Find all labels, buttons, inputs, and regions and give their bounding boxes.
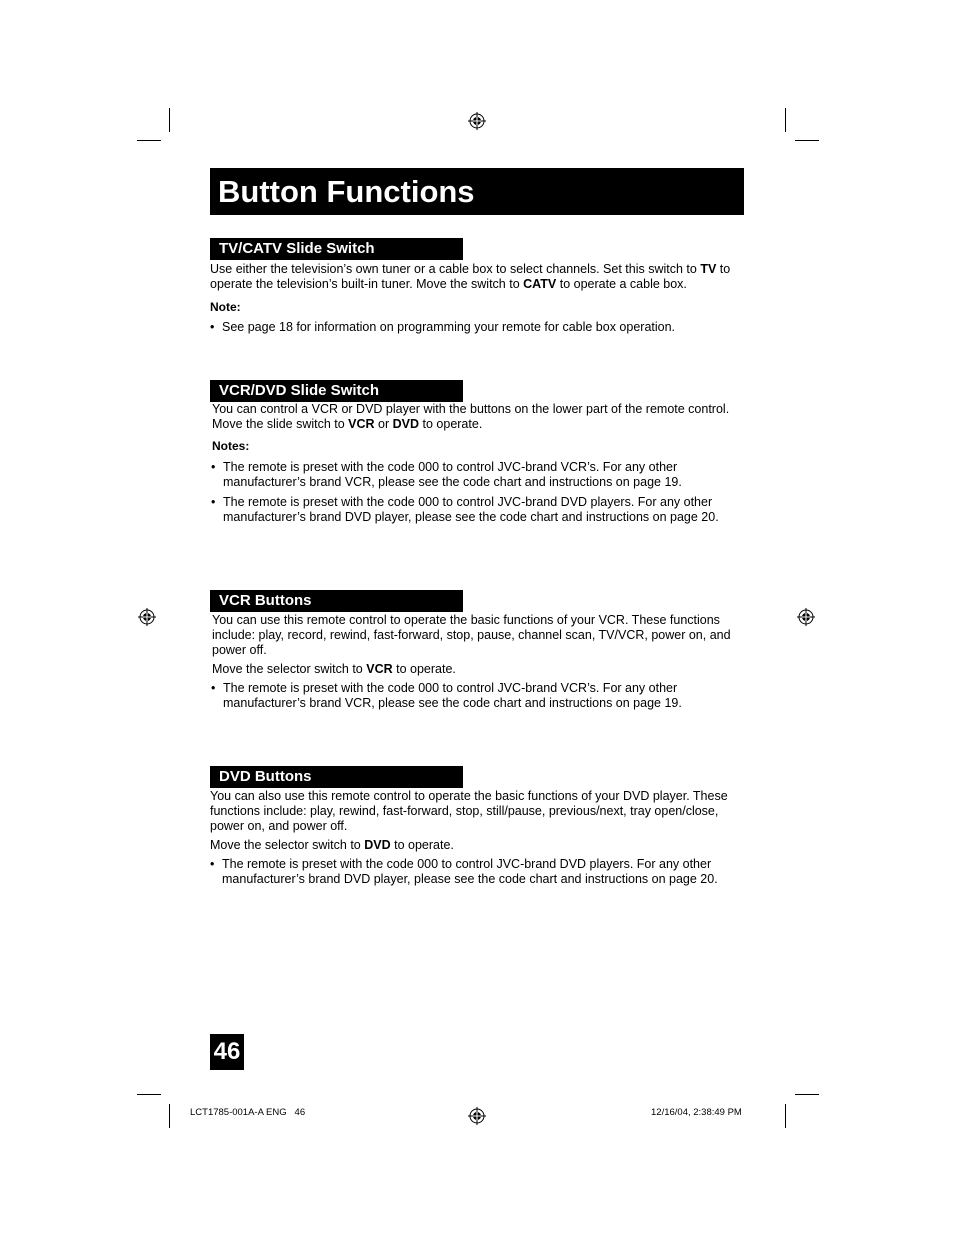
crop-mark <box>169 1104 170 1128</box>
section-paragraph <box>212 402 747 432</box>
text-run: to operate. <box>390 838 454 852</box>
page-number: 46 <box>210 1034 244 1070</box>
bullet-marker: • <box>211 460 216 474</box>
text-run: Move the selector switch to <box>210 838 365 852</box>
text-run: or <box>374 417 393 431</box>
list-item <box>210 857 745 887</box>
registration-mark-icon <box>468 1107 486 1125</box>
bullet-marker: • <box>210 857 215 871</box>
text-run: to operate. <box>392 662 456 676</box>
crop-mark <box>795 140 819 141</box>
bullet-text: See page 18 for information on programming your remote for cable box operation. <box>222 320 676 334</box>
note-label: Note: <box>210 300 241 314</box>
crop-mark <box>137 1094 161 1095</box>
crop-mark <box>795 1094 819 1095</box>
text-run: to operate a cable box. <box>556 277 687 291</box>
section-paragraph: You can use this remote control to operate the basic functions of your VCR. These functions include: play, record, rewind, fast-forward, stop, pause, channel scan, TV/VCR, power on, and power off. <box>212 613 731 657</box>
section-heading-tvcatv: TV/CATV Slide Switch <box>210 238 463 260</box>
section-heading-vcr-buttons: VCR Buttons <box>210 590 463 612</box>
bullet-marker: • <box>211 495 216 509</box>
bullet-text: The remote is preset with the code 000 to control JVC-brand DVD players. For any other manufacturer’s brand DVD player, please see the code chart and instructions on page 20. <box>223 495 719 524</box>
section-paragraph <box>212 662 747 677</box>
registration-mark-icon <box>468 112 486 130</box>
list-item <box>211 495 746 525</box>
footer-timestamp: 12/16/04, 2:38:49 PM <box>651 1107 742 1118</box>
section-paragraph: You can also use this remote control to operate the basic functions of your DVD player. These functions include: play, rewind, fast-forward, stop, still/pause, previous/next, tray open/close, power on, and power off. <box>210 789 728 833</box>
bullet-text: The remote is preset with the code 000 to control JVC-brand VCR’s. For any other manufacturer’s brand VCR, please see the code chart and instructions on page 19. <box>223 681 682 710</box>
emphasis-dvd: DVD <box>364 838 391 852</box>
emphasis-vcr: VCR <box>366 662 393 676</box>
registration-mark-icon <box>138 608 156 626</box>
crop-mark <box>785 108 786 132</box>
crop-mark <box>785 1104 786 1128</box>
text-run: You can control a VCR or DVD player with the buttons on the lower part of the remote control. Move the slide switch to <box>212 402 730 431</box>
emphasis-dvd: DVD <box>392 417 420 431</box>
emphasis-catv: CATV <box>523 277 557 291</box>
section-heading-dvd-buttons: DVD Buttons <box>210 766 463 788</box>
section-heading-vcrdvd: VCR/DVD Slide Switch <box>210 380 463 402</box>
list-item <box>211 460 746 490</box>
text-run: to operate the television’s built-in tuner. Move the switch to <box>210 262 731 291</box>
registration-mark-icon <box>797 608 815 626</box>
list-item <box>210 320 745 335</box>
text-run: to operate. <box>419 417 483 431</box>
section-paragraph <box>210 838 745 853</box>
crop-mark <box>137 140 161 141</box>
notes-label: Notes: <box>212 439 250 453</box>
list-item <box>211 681 746 711</box>
text-run: Move the selector switch to <box>212 662 367 676</box>
text-run: Use either the television’s own tuner or a cable box to select channels. Set this switch to <box>210 262 701 276</box>
emphasis-tv: TV <box>700 262 717 276</box>
bullet-marker: • <box>211 681 216 695</box>
bullet-text: The remote is preset with the code 000 to control JVC-brand DVD players. For any other manufacturer’s brand DVD player, please see the code chart and instructions on page 20. <box>222 857 718 886</box>
emphasis-vcr: VCR <box>348 417 375 431</box>
bullet-text: The remote is preset with the code 000 to control JVC-brand VCR’s. For any other manufacturer’s brand VCR, please see the code chart and instructions on page 19. <box>223 460 682 489</box>
page-title: Button Functions <box>210 168 744 215</box>
crop-mark <box>169 108 170 132</box>
bullet-marker: • <box>210 320 215 334</box>
section-paragraph <box>210 262 745 292</box>
footer-job-info: LCT1785-001A-A ENG 46 <box>190 1107 306 1118</box>
